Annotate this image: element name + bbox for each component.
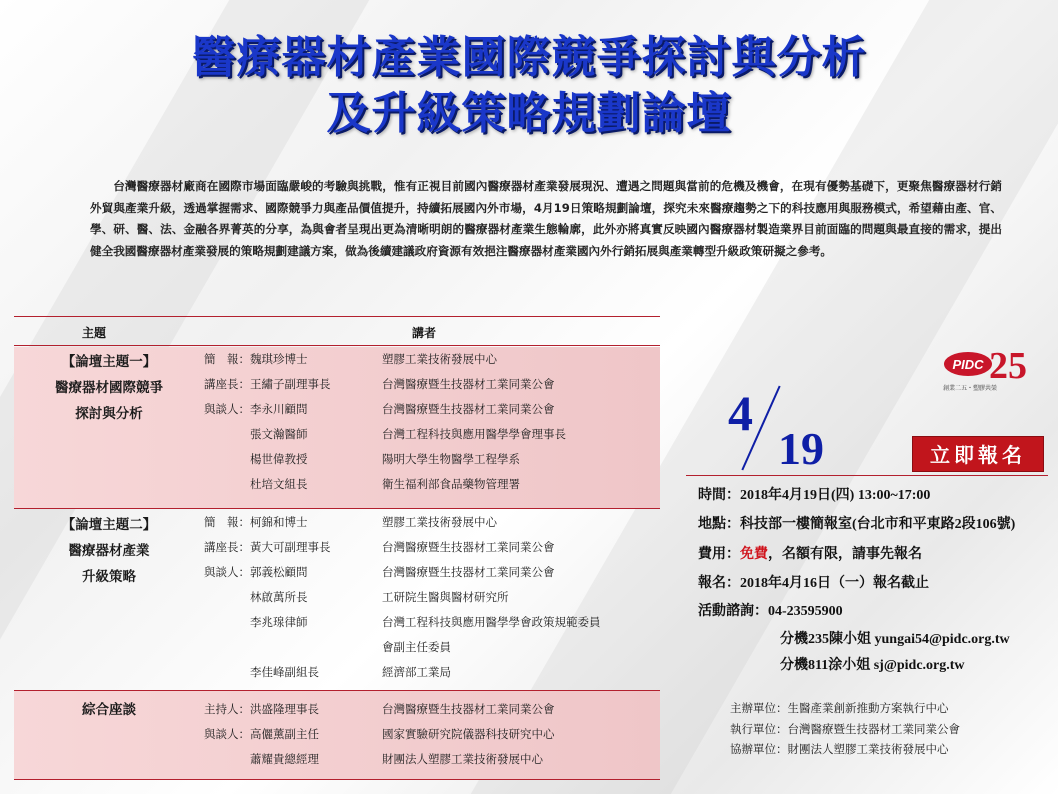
organizer-host: 主辦單位：生醫產業創新推動方案執行中心 (730, 701, 949, 715)
section-1-topic: 【論壇主題一】 醫療器材國際競爭 探討與分析 (55, 354, 163, 422)
header-topic: 主題 (82, 326, 107, 340)
organizer-co-host: 協辦單位：財團法人塑膠工業技術發展中心 (730, 742, 949, 756)
agenda-header (14, 316, 660, 346)
agenda-section-1: 【論壇主題一】 醫療器材國際競爭 探討與分析 簡 報：魏琪珍博士 塑膠工業技術發展中心 講座長：王繡子副理事長 台灣醫療暨生技器材工業同業公會 與談人：李永川顧問 台灣醫療暨生技器材工業同業公會 張文瀚醫師 台灣工程科技與應用醫學學會理事長 楊世偉教授 陽明大學生物醫學工程學系 杜培文組長 衛生福利部食品藥物管理署 (14, 347, 660, 509)
free-label: 免費 (740, 547, 768, 562)
info-contact: 活動諮詢：04-23595900 (698, 604, 843, 619)
info-time: 時間：2018年4月19日(四) 13:00~17:00 (698, 488, 931, 503)
page-title (0, 30, 1058, 142)
agenda-section-3: 綜合座談 主持人：洪盛隆理事長 台灣醫療暨生技器材工業同業公會 與談人：高儷薰副主任 國家實驗研究院儀器科技研究中心 蕭耀貴總經理 財團法人塑膠工業技術發展中心 (14, 690, 660, 780)
logo-tagline: 創業二五・塑膠共榮 (942, 385, 998, 392)
section-3-topic: 綜合座談 (82, 702, 136, 718)
title-line-1: 醫療器材產業國際競爭探討與分析 (191, 32, 867, 83)
organizers (730, 698, 960, 760)
date-day: 19 (778, 423, 824, 474)
agenda-table (14, 316, 660, 782)
organizer-executor: 執行單位：台灣醫療暨生技器材工業同業公會 (730, 721, 960, 736)
register-button[interactable]: 立即報名 (912, 436, 1044, 472)
agenda-section-2: 【論壇主題二】 醫療器材產業 升級策略 簡 報：柯錦和博士 塑膠工業技術發展中心 講座長：黃大可副理事長 台灣醫療暨生技器材工業同業公會 與談人：郭義松顧問 台灣醫療暨生技器材工業同業公會 林啟萬所長 工研院生醫與醫材研究所 李兆瑔律師 台灣工程科技與應用醫學學會政策規範委員 會副主任委員 李佳峰副組長 經濟部工業局 (14, 510, 660, 686)
info-fee: 費用：免費，名額有限，請事先報名 (698, 547, 922, 562)
logo-number: 25 (989, 345, 1027, 387)
info-ext-2: 分機811涂小姐 sj@pidc.org.tw (780, 658, 965, 673)
info-place: 地點：科技部一樓簡報室(台北市和平東路2段106號) (698, 517, 1016, 532)
header-speaker: 講者 (412, 326, 437, 340)
date-month: 4 (728, 385, 753, 441)
title-line-2: 及升級策略規劃論壇 (326, 88, 732, 139)
pidc-logo (942, 342, 1032, 396)
info-divider (686, 475, 1048, 476)
info-deadline: 報名：2018年4月16日（一）報名截止 (698, 576, 929, 591)
section-2-topic: 【論壇主題二】 醫療器材產業 升級策略 (61, 517, 157, 585)
event-date (716, 378, 856, 478)
info-ext-1: 分機235陳小姐 yungai54@pidc.org.tw (780, 632, 1010, 647)
intro-paragraph: 台灣醫療器材廠商在國際市場面臨嚴峻的考驗與挑戰，惟有正視目前國內醫療器材產業發展現況、遭遇之問題與當前的危機及機會，在現有優勢基礎下，更聚焦醫療器材行銷外貿與產業升級，透過掌握需求、國際競爭力與產品價值提升，持續拓展國內外市場，4月19日策略規劃論壇，探究未來醫療趨勢之下的科技應用與服務模式，希望藉由產、官、學、研、醫、法、金融各界菁英的分享，為與會者呈現出更為清晰明朗的醫療器材產業生態輪廓，此外亦將真實反映國內醫療器材製造業界目前面臨的問題與最直接的需求，提出健全我國醫療器材產業發展的策略規劃建議方案，做為後續建議政府資源有效挹注醫療器材產業國內外行銷拓展與產業轉型升級政策研擬之參考。 (90, 179, 1002, 258)
logo-text: PIDC (952, 357, 984, 372)
